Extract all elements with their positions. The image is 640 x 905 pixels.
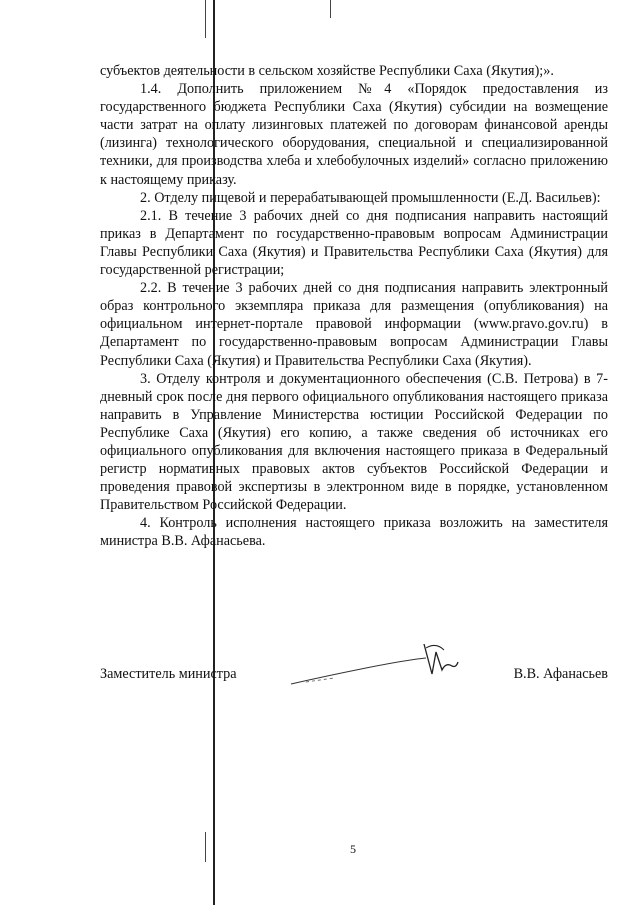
paragraph: 3. Отделу контроля и документационного обеспечения (С.В. Петрова) в 7-дневный срок после дня первого официального опубликования настоящего приказа направить в Управление Министерства юстиции Российской Федерации по Республике Саха (Якутия) его копию, а также сведения об источниках его официального опубликования для включения настоящего приказа в Федеральный регистр нормативных правовых актов субъектов Российской Федерации и проведения правовой экспертизы в электронном виде в порядке, установленном Правительством Российской Федерации. [100,370,608,514]
page-number: 5 [350,842,356,856]
paragraph: 2.1. В течение 3 рабочих дней со дня подписания направить настоящий приказ в Департамент по государственно-правовым вопросам Администрации Главы Республики Саха (Якутия) и Правительства Республики Саха (Якутия) для государственной регистрации; [100,207,608,279]
paragraph: субъектов деятельности в сельском хозяйстве Республики Саха (Якутия);». [100,63,554,79]
signature-block [100,666,608,690]
paragraph: 2.2. В течение 3 рабочих дней со дня подписания направить электронный образ контрольного экземпляра приказа для размещения (опубликования) на официальном интернет-портале правовой информации (www.pravo.gov.ru) в Департамент по государственно-правовым вопросам Администрации Главы Республики Саха (Якутия) и Правительства Республики Саха (Якутия). [100,280,608,369]
paragraph: 1.4. Дополнить приложением №4 «Порядок предоставления из государственного бюджета Республики Саха (Якутия) субсидии на возмещение части затрат на оплату лизинговых платежей по договорам финансовой аренды (лизинга) технологического оборудования, специальной и специализированной техники, для производства хлеба и хлебобулочных изделий» согласно приложению к настоящему приказу. [100,81,608,188]
signatory-name: В.В. Афанасьев [513,666,608,682]
scan-artifact-tick [205,832,206,862]
signatory-title: Заместитель министра [100,666,237,682]
scan-artifact-tick [330,0,331,18]
scan-artifact-tick [205,0,206,38]
document-body [100,62,608,551]
paragraph: 4. Контроль исполнения настоящего приказа возложить на заместителя министра В.В. Афанасьева. [100,515,608,550]
paragraph: 2. Отделу пищевой и перерабатывающей промышленности (Е.Д. Васильев): [140,189,601,206]
